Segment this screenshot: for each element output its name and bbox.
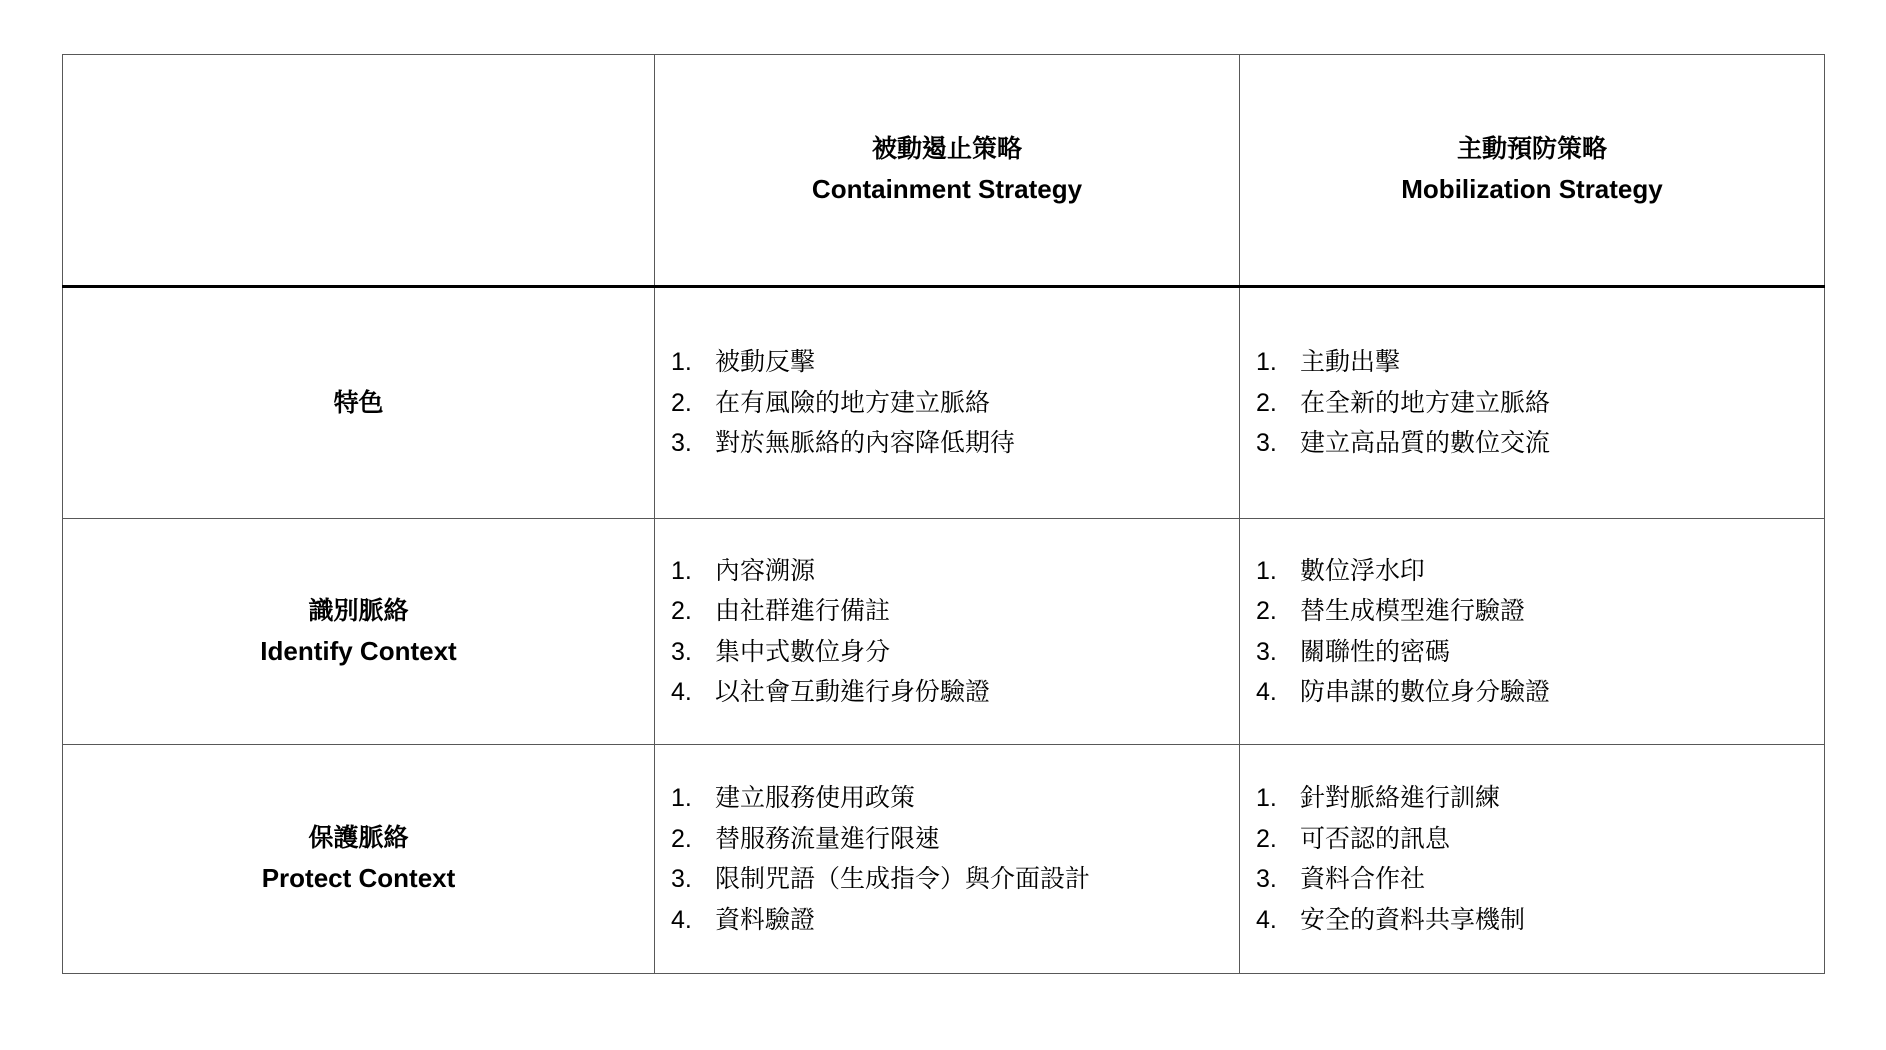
cell-protect-containment xyxy=(655,745,1240,974)
list-item: 主動出擊 xyxy=(1300,348,1401,377)
list-protect-containment xyxy=(655,778,1239,940)
list-item: 以社會互動進行身份驗證 xyxy=(715,678,991,706)
list-item: 數位浮水印 xyxy=(1300,556,1426,585)
list-item: 集中式數位身分 xyxy=(715,637,891,666)
table-corner-cell xyxy=(63,55,655,287)
table-row xyxy=(63,519,1825,745)
row-label-protect-context xyxy=(63,745,655,974)
list-item: 建立服務使用政策 xyxy=(715,784,916,812)
cell-identify-mobilization xyxy=(1240,519,1825,745)
list-identify-containment xyxy=(655,551,1239,713)
list-item: 在全新的地方建立脈絡 xyxy=(1300,388,1551,417)
list-item: 關聯性的密碼 xyxy=(1300,637,1451,666)
cell-protect-mobilization xyxy=(1240,745,1825,974)
list-item: 安全的資料共享機制 xyxy=(1300,905,1526,934)
row-label-features-zh: 特色 xyxy=(333,389,384,417)
list-identify-mobilization xyxy=(1240,551,1824,713)
row-label-identify-context xyxy=(63,519,655,745)
list-item: 資料驗證 xyxy=(715,905,816,934)
list-item: 在有風險的地方建立脈絡 xyxy=(715,388,991,417)
list-item: 防串謀的數位身分驗證 xyxy=(1300,678,1551,706)
list-item: 被動反擊 xyxy=(715,348,816,377)
list-item: 對於無脈絡的內容降低期待 xyxy=(715,429,1016,458)
list-item: 替服務流量進行限速 xyxy=(715,824,941,853)
strategy-matrix-table xyxy=(62,54,1825,974)
column-header-mobilization-zh: 主動預防策略 xyxy=(1456,135,1607,164)
list-item: 資料合作社 xyxy=(1300,865,1426,893)
list-item: 替生成模型進行驗證 xyxy=(1300,597,1526,625)
list-item: 內容溯源 xyxy=(715,556,816,585)
row-label-protect-context-zh: 保護脈絡 xyxy=(308,824,409,853)
table-row xyxy=(63,287,1825,519)
row-label-features xyxy=(63,287,655,519)
list-item: 由社群進行備註 xyxy=(715,597,891,625)
table-row xyxy=(63,745,1825,974)
row-label-protect-context-en: Protect Context xyxy=(261,863,456,894)
column-header-mobilization xyxy=(1240,55,1825,287)
column-header-containment xyxy=(655,55,1240,287)
column-header-mobilization-en: Mobilization Strategy xyxy=(1401,174,1663,205)
list-features-containment xyxy=(655,342,1239,464)
list-protect-mobilization xyxy=(1240,778,1824,940)
row-label-identify-context-zh: 識別脈絡 xyxy=(308,596,409,625)
list-features-mobilization xyxy=(1240,342,1824,464)
list-item: 針對脈絡進行訓練 xyxy=(1300,784,1501,812)
row-label-identify-context-en: Identify Context xyxy=(260,635,457,666)
column-header-containment-zh: 被動遏止策略 xyxy=(871,135,1022,164)
cell-identify-containment xyxy=(655,519,1240,745)
column-header-containment-en: Containment Strategy xyxy=(811,174,1083,205)
cell-features-containment xyxy=(655,287,1240,519)
table-header-row xyxy=(63,55,1825,287)
list-item: 限制咒語（生成指令）與介面設計 xyxy=(715,865,1091,893)
cell-features-mobilization xyxy=(1240,287,1825,519)
list-item: 可否認的訊息 xyxy=(1300,824,1451,853)
list-item: 建立高品質的數位交流 xyxy=(1300,429,1551,458)
